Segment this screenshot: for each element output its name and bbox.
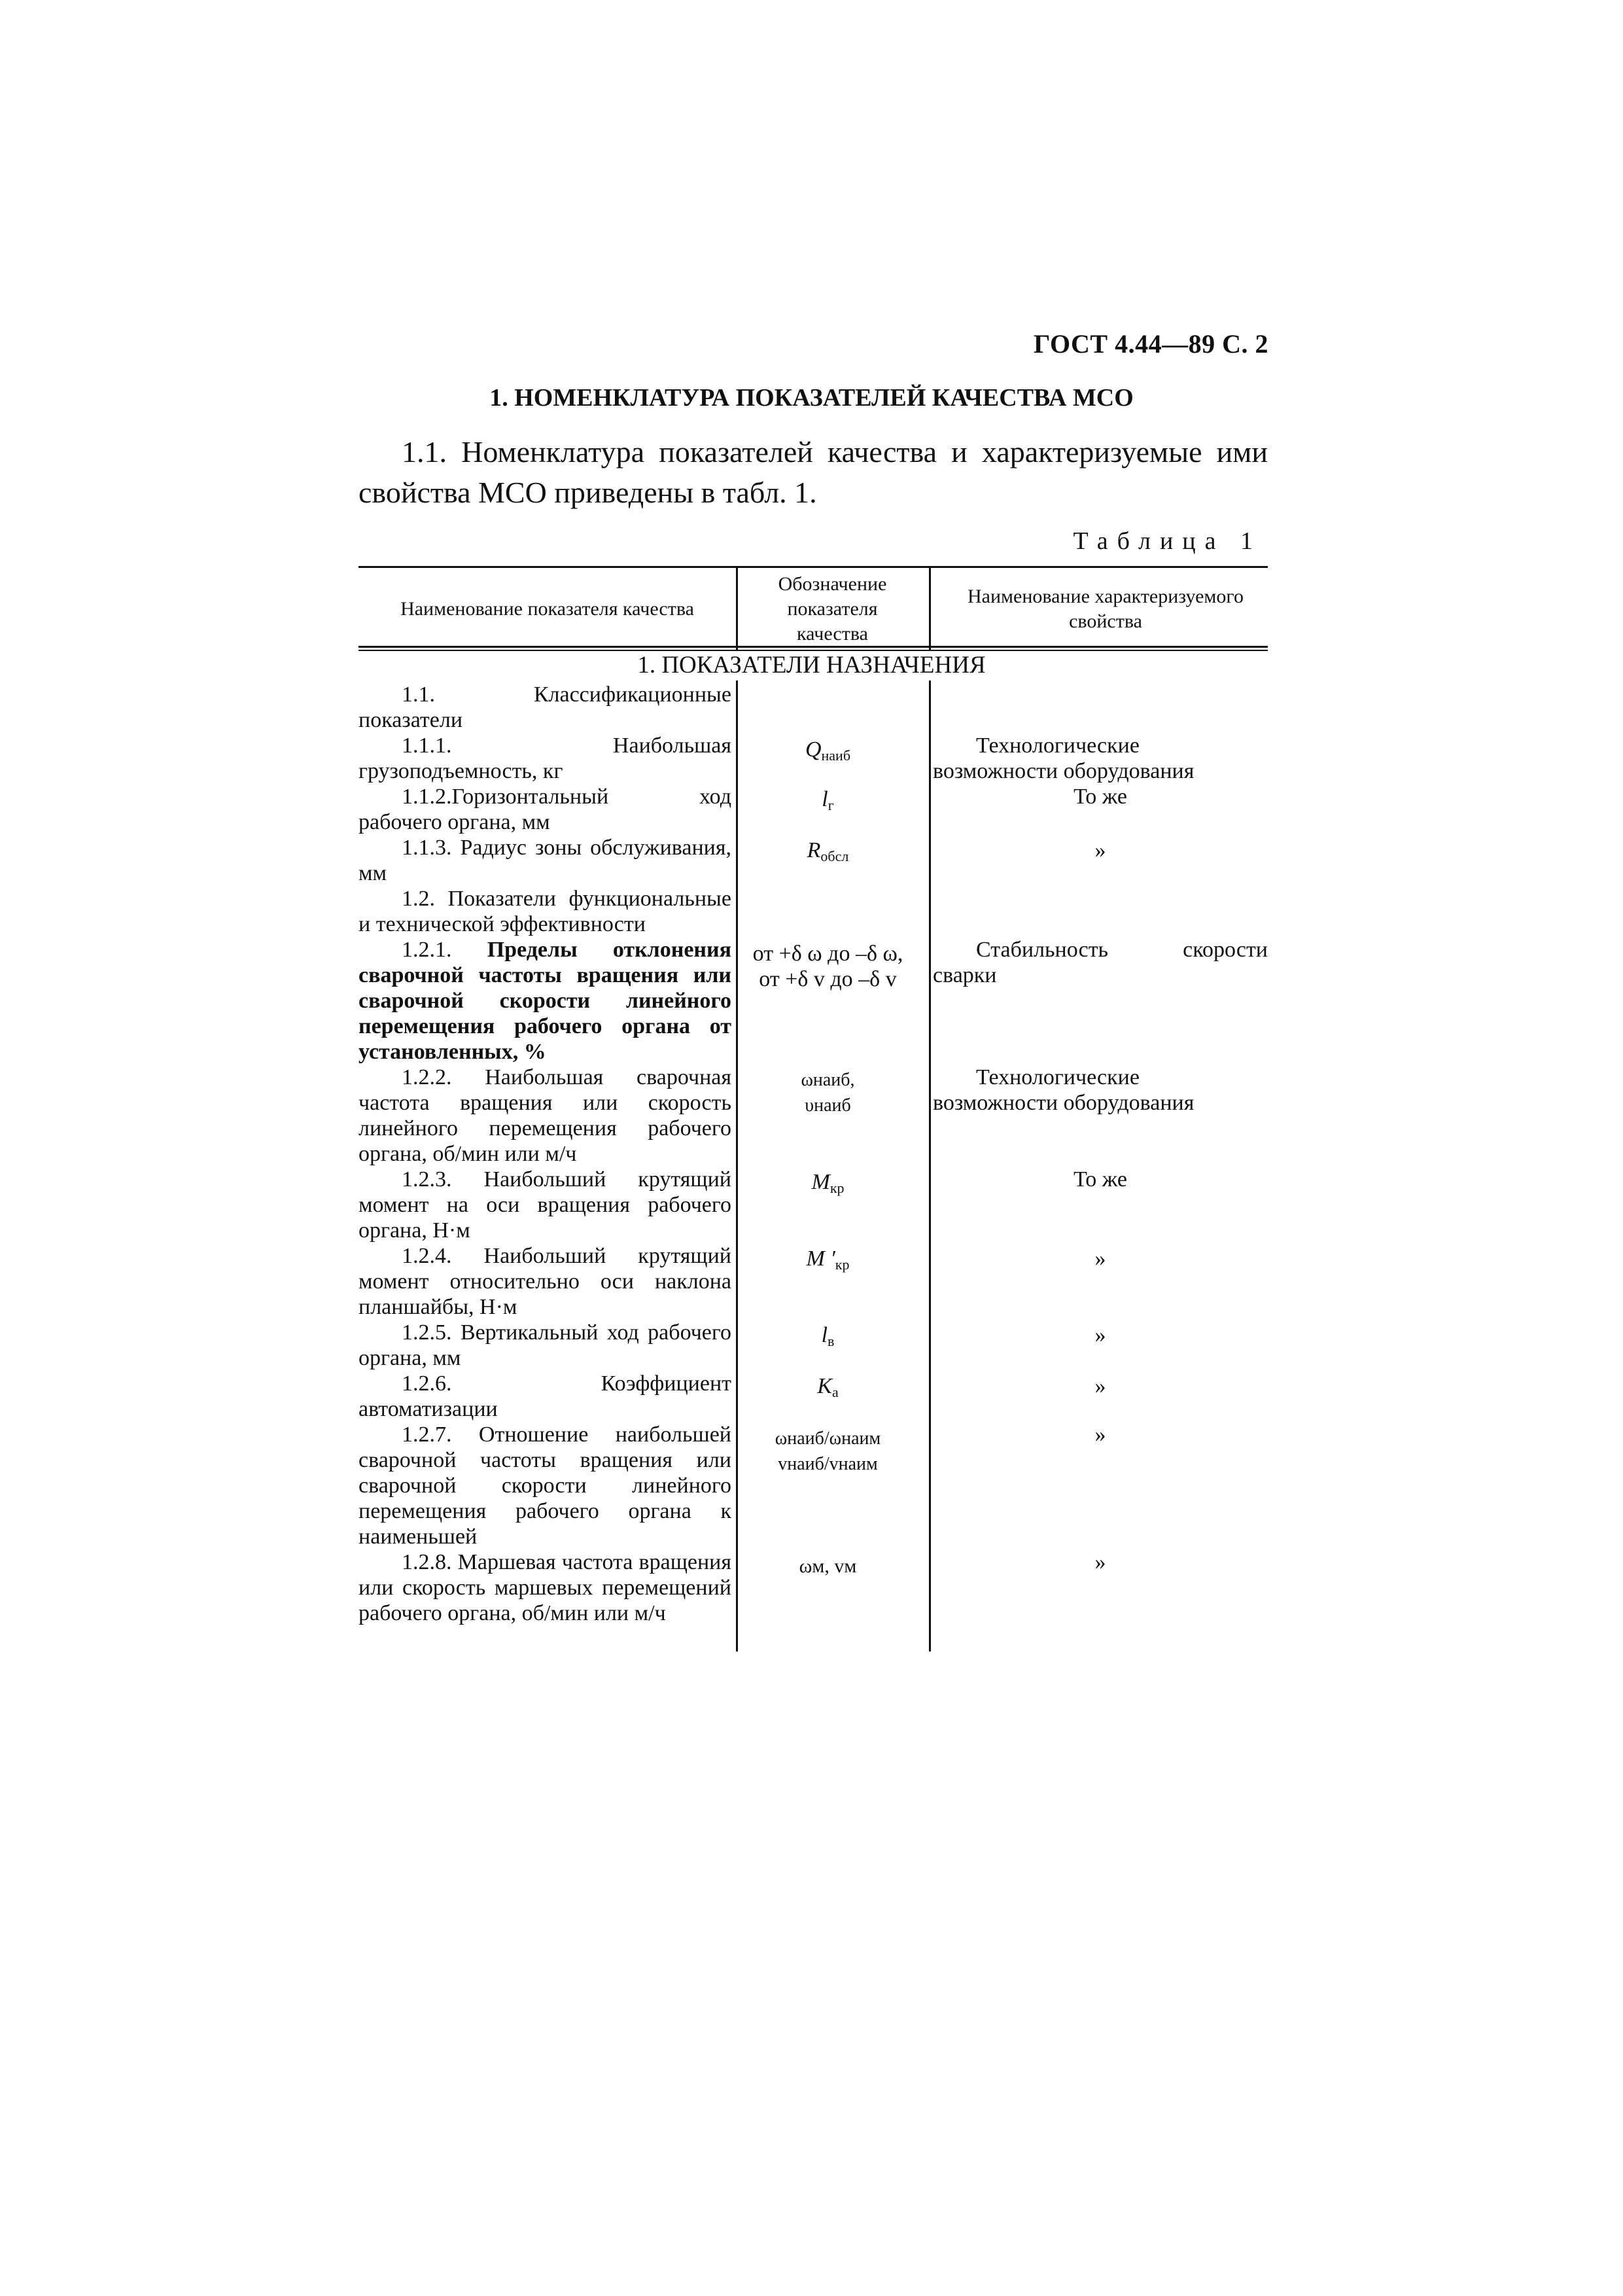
row-name: 1.1.2.Горизонтальный ход рабочего органа, мм <box>358 785 731 834</box>
col-header-property: Наименование характеризуемого свойства <box>968 586 1244 632</box>
row-name: 1.1. Классификационные показатели <box>358 682 731 732</box>
row-name: 1.1.1. Наибольшая грузоподъемность, кг <box>358 733 731 783</box>
table-col-divider-1 <box>736 566 738 650</box>
row-symbol: $R_{обсл}$ <box>807 838 849 864</box>
table-col-divider-2 <box>929 566 931 650</box>
row-symbol: ωнаиб/ωнаим vнаиб/vнаим <box>775 1428 881 1474</box>
intro-paragraph: 1.1. Номенклатура показателей качества и характеризуемые ими свойства МСО приведены в табл. 1. <box>358 435 1268 509</box>
row-symbol: $Q_{наиб}$ <box>805 737 851 764</box>
row-symbol: M $'_{кр}$ <box>806 1246 850 1273</box>
row-property: » <box>1094 1323 1106 1347</box>
row-symbol: от +δ ω до –δ ω, от +δ v до –δ v <box>752 942 903 991</box>
row-name: 1.2.7. Отношение наибольшей сварочной частоты вращения или сварочной скорости линейного перемещения рабочего органа к наименьшей <box>358 1422 731 1549</box>
row-property: Технологические возможности оборудования <box>933 1065 1195 1115</box>
row-property: » <box>1094 1422 1106 1447</box>
row-property: То же <box>1073 785 1127 809</box>
row-name: 1.2.1. Пределы отклонения сварочной частоты вращения или сварочной скорости линейного перемещения рабочего органа от установленных, % <box>358 938 731 1064</box>
table-label: Таблица 1 <box>1073 527 1262 555</box>
row-property: Стабильность скорости сварки <box>933 938 1268 987</box>
group-title: 1. ПОКАЗАТЕЛИ НАЗНАЧЕНИЯ <box>637 652 986 679</box>
row-name: 1.2.4. Наибольший крутящий момент относительно оси наклона планшайбы, Н·м <box>358 1244 731 1319</box>
row-symbol: $K_а$ <box>817 1374 839 1400</box>
section-title: 1. НОМЕНКЛАТУРА ПОКАЗАТЕЛЕЙ КАЧЕСТВА МСО <box>489 384 1134 412</box>
table-top-rule <box>358 566 1268 568</box>
col-header-symbol: Обозначение показателя качества <box>778 573 887 645</box>
row-symbol: $l_г$ <box>822 787 834 813</box>
row-name: 1.2.8. Маршевая частота вращения или скорость маршевых перемещений рабочего органа, об/мин или м/ч <box>358 1550 731 1625</box>
row-property: Технологические возможности оборудования <box>933 733 1195 783</box>
row-property: То же <box>1073 1167 1127 1192</box>
table-col-divider-1-body <box>736 680 738 1651</box>
table-col-divider-2-body <box>929 680 931 1651</box>
row-symbol: $M_{кр}$ <box>811 1170 845 1196</box>
row-property: » <box>1094 1246 1106 1271</box>
row-name: 1.2.2. Наибольшая сварочная частота вращения или скорость линейного перемещения рабочего органа, об/мин или м/ч <box>358 1065 731 1166</box>
page-header: ГОСТ 4.44—89 С. 2 <box>1033 329 1268 359</box>
row-property: » <box>1094 1550 1106 1574</box>
row-symbol: $l_в$ <box>821 1323 835 1349</box>
row-property: » <box>1094 838 1106 862</box>
row-name: 1.2.5. Вертикальный ход рабочего органа, мм <box>358 1320 731 1370</box>
row-symbol: ωнаиб, υнаиб <box>801 1070 855 1116</box>
row-name: 1.2.6. Коэффициент автоматизации <box>358 1371 731 1421</box>
row-symbol: ωм, vм <box>799 1555 857 1577</box>
row-name: 1.1.3. Радиус зоны обслуживания, мм <box>358 836 731 885</box>
col-header-name: Наименование показателя качества <box>400 598 694 620</box>
row-name: 1.2. Показатели функциональные и технической эффективности <box>358 887 731 936</box>
row-property: » <box>1094 1374 1106 1398</box>
row-name: 1.2.3. Наибольший крутящий момент на оси вращения рабочего органа, Н·м <box>358 1167 731 1243</box>
